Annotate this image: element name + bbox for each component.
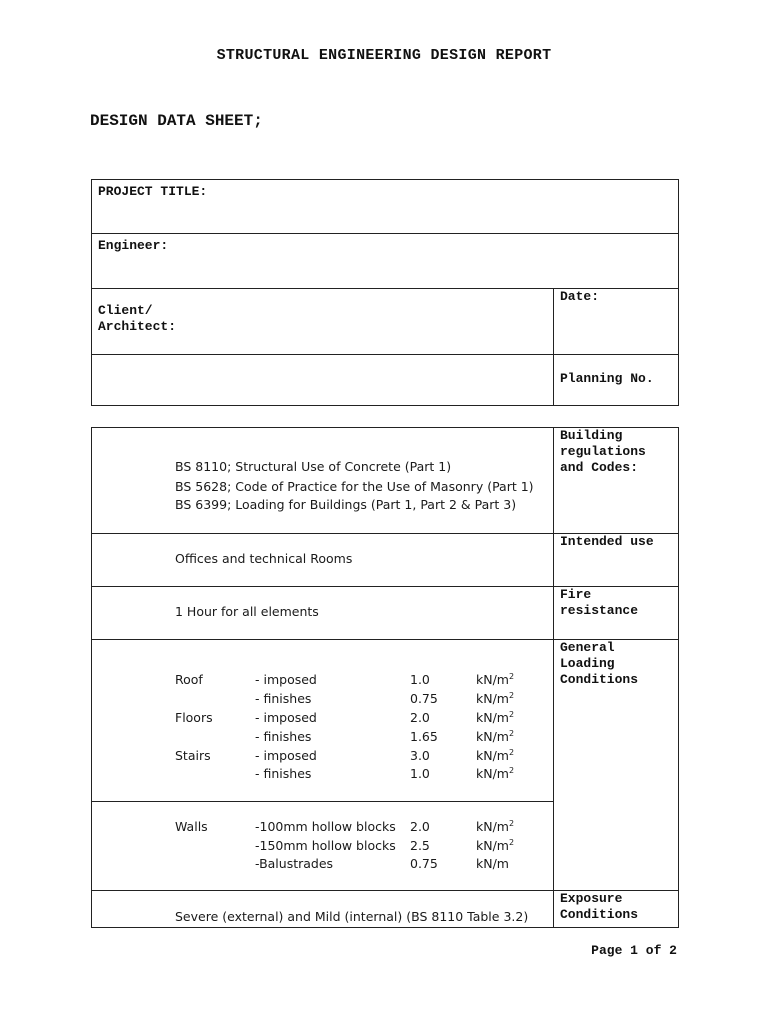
intended-use-label: Intended use (560, 534, 654, 549)
loading-type: - imposed (255, 748, 317, 763)
date-label: Date: (560, 289, 600, 304)
project-info-table (91, 179, 679, 406)
engineer-cell (92, 234, 679, 289)
walls-cell (92, 802, 554, 891)
fire-resistance-value: 1 Hour for all elements (175, 604, 319, 619)
loading-unit: $kN/m^2$ (476, 672, 515, 687)
loading-value: 1.0 (410, 672, 430, 687)
code-line: BS 6399; Loading for Buildings (Part 1, Part 2 & Part 3) (175, 497, 517, 512)
loading-unit: $kN/m^2$ (476, 766, 515, 781)
project-title-label: PROJECT TITLE: (98, 184, 208, 199)
planning-cell (554, 355, 679, 406)
date-cell (554, 289, 679, 355)
loading-element: Stairs (175, 748, 211, 763)
client-cell (92, 289, 554, 355)
design-data-table (91, 427, 679, 928)
intended-use-cell (92, 534, 554, 587)
loading-unit: $kN/m^2$ (476, 729, 515, 744)
loading-type: - finishes (255, 766, 312, 781)
loading-unit: $kN/m^2$ (476, 710, 515, 725)
project-title-cell (92, 180, 679, 234)
exposure-label: Exposure Conditions (560, 891, 639, 922)
codes-cell (92, 428, 554, 534)
client-label: Client/ Architect: (98, 303, 177, 334)
codes-label: Building regulations and Codes: (560, 428, 646, 475)
document-title: STRUCTURAL ENGINEERING DESIGN REPORT (216, 47, 552, 64)
walls-value: 0.75 (410, 856, 438, 871)
walls-value: 2.5 (410, 838, 430, 853)
loading-unit: $kN/m^2$ (476, 691, 515, 706)
codes-label-cell (554, 428, 679, 534)
walls-unit: kN/m (476, 856, 509, 871)
walls-type: -100mm hollow blocks (255, 819, 396, 834)
loading-label-cell (554, 640, 679, 891)
loading-element: Floors (175, 710, 213, 725)
planning-label: Planning No. (560, 371, 654, 386)
loading-type: - imposed (255, 710, 317, 725)
loading-type: - finishes (255, 729, 312, 744)
code-line: BS 8110; Structural Use of Concrete (Part 1) (175, 459, 452, 474)
walls-element: Walls (175, 819, 208, 834)
loading-type: - imposed (255, 672, 317, 687)
engineer-label: Engineer: (98, 238, 169, 253)
walls-value: 2.0 (410, 819, 430, 834)
fire-resistance-label: Fire resistance (560, 587, 639, 618)
loading-value: 3.0 (410, 748, 430, 763)
code-line: BS 5628; Code of Practice for the Use of Masonry (Part 1) (175, 479, 534, 494)
exposure-cell (92, 891, 554, 928)
page-number: Page 1 of 2 (591, 943, 677, 958)
exposure-label-cell (554, 891, 679, 928)
walls-type: -Balustrades (255, 856, 334, 871)
exposure-value: Severe (external) and Mild (internal) (BS 8110 Table 3.2) (175, 909, 529, 924)
fire-cell (92, 587, 554, 640)
loading-value: 1.65 (410, 729, 438, 744)
loading-unit: $kN/m^2$ (476, 748, 515, 763)
walls-type: -150mm hollow blocks (255, 838, 396, 853)
loading-element: Roof (175, 672, 203, 687)
walls-unit: $kN/m^2$ (476, 819, 515, 834)
loading-cell (92, 640, 554, 802)
loading-value: 1.0 (410, 766, 430, 781)
fire-label-cell (554, 587, 679, 640)
loading-type: - finishes (255, 691, 312, 706)
walls-unit: $kN/m^2$ (476, 838, 515, 853)
loading-label: General Loading Conditions (560, 640, 639, 687)
sheet-title: DESIGN DATA SHEET; (90, 112, 263, 130)
loading-value: 0.75 (410, 691, 438, 706)
loading-value: 2.0 (410, 710, 430, 725)
intended-use-label-cell (554, 534, 679, 587)
blank-cell (92, 355, 554, 406)
intended-use-value: Offices and technical Rooms (175, 551, 353, 566)
